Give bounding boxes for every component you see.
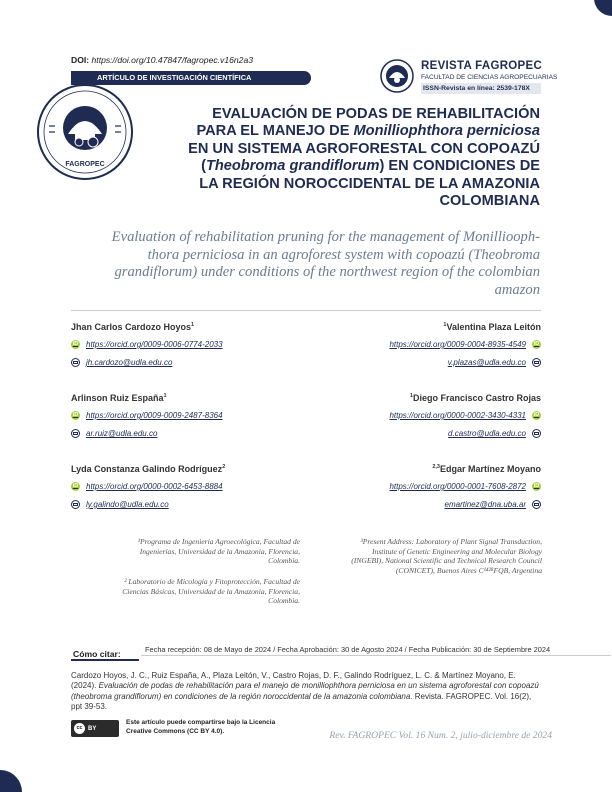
orcid-link[interactable]: iD https://orcid.org/0009-0004-8935-4549 [389,340,540,349]
license-text: Este artículo puede compartirse bajo la Licencia Creative Commons (CC BY 4.0). [126,719,276,735]
author-right-1: $^1$Valentina Plaza Leitón iD https://orcid.org/0009-0004-8935-4549 v.plazas@udla.edu.co [389,322,541,367]
journal-issn: ISSN-Revista en línea: 2539-178X [421,83,541,94]
orcid-icon: iD [533,412,540,418]
author-right-2: $^1$Diego Francisco Castro Rojas iD https://orcid.org/0000-0002-3430-4331 d.castro@udla.edu.co [389,393,541,438]
cite-underline [71,659,139,661]
email-link[interactable]: ly.galindo@udla.edu.co [71,500,225,509]
divider [71,310,541,311]
title-es-line: (Theobroma grandiflorum) EN CONDICIONES DE [201,158,540,175]
title-en-line: grandiflorum) under conditions of the northwest region of the colombian [114,264,540,280]
cite-label: Cómo citar: [73,649,121,659]
journal-name: REVISTA FAGROPEC [421,60,543,72]
orcid-link[interactable]: iD https://orcid.org/0000-0001-7608-2872 [389,482,540,491]
orcid-icon: iD [72,341,79,347]
orcid-icon: iD [72,412,79,418]
cc-by-label: BY [88,725,97,732]
mail-icon [532,429,541,438]
title-es-line: EVALUACIÓN DE PODAS DE REHABILITACIÓN [212,106,540,122]
affiliation-2: ² Laboratorio de Micología y Fitoprotección, Facultad de Ciencias Básicas, Universidad de la Amazonia, Florencia, Colombia. [122,577,300,606]
corner-decoration-bottom [0,770,22,792]
doi-line [71,55,253,65]
doi-label: DOI: [71,55,90,65]
email-link[interactable]: d.castro@udla.edu.co [389,429,541,438]
author-left-1: Jhan Carlos Cardozo Hoyos$^1$ iD https://orcid.org/0009-0006-0774-2033 jh.cardozo@udla.edu.co [71,322,223,367]
corner-decoration-top [594,0,612,16]
email-link[interactable]: v.plazas@udla.edu.co [389,358,541,367]
orcid-icon: iD [533,341,540,347]
email-link[interactable]: ar.ruiz@udla.edu.co [71,429,223,438]
title-es-line: PARA EL MANEJO DE Monilliophthora perniciosa [196,123,540,140]
orcid-link[interactable]: iD https://orcid.org/0009-0006-0774-2033 [72,340,223,349]
title-en-line: Evaluation of rehabilitation pruning for the management of Monilliooph- [111,229,540,245]
footer-journal-ref: Rev. FAGROPEC Vol. 16 Num. 2, julio-diciembre de 2024 [329,730,552,741]
mail-icon [71,500,80,509]
orcid-link[interactable]: iD https://orcid.org/0009-0009-2487-8364 [72,411,223,420]
mail-icon [71,358,80,367]
author-right-3: $^{2,3}$Edgar Martínez Moyano iD https://orcid.org/0000-0001-7608-2872 emartinez@dna.uba.ar [389,464,541,509]
article-type-badge: ARTÍCULO DE INVESTIGACIÓN CIENTÍFICA [71,71,311,85]
title-es-line: COLOMBIANA [439,193,540,210]
author-name: Edgar Martínez Moyano [439,464,541,474]
author-name: Arlinson Ruiz España [71,393,164,403]
cc-license-badge[interactable] [71,720,119,737]
journal-logo-icon [376,58,418,94]
author-name: Diego Francisco Castro Rojas [412,393,541,403]
dates-divider [141,655,611,656]
mail-icon [532,500,541,509]
author-left-2: Arlinson Ruiz España$^1$ iD https://orcid.org/0009-0009-2487-8364 ar.ruiz@udla.edu.co [71,393,223,438]
title-english [70,229,540,299]
mail-icon [532,358,541,367]
journal-faculty: FACULTAD DE CIENCIAS AGROPECUARIAS [421,74,558,81]
dates-line: Fecha recepción: 08 de Mayo de 2024 / Fecha Aprobación: 30 de Agosto 2024 / Fecha Publicación: 30 de Septiembre 2024 [145,645,551,654]
affiliation-1: ¹Programa de Ingeniería Agroecológica, Facultad de Ingenierías, Universidad de la Amazonia, Florencia, Colombia. [137,537,300,566]
citation-text: Cardozo Hoyos, J. C., Ruiz España, A., Plaza Leitón, V., Castro Rojas, D. F., Galindo Rodríguez, L. C. & Martínez Moyano, E. (2024). Evaluación de podas de rehabilitación para el manejo de monilliophthora perniciosa en un sistema agroforestal con copoazú (theobroma grandiflorum) en condiciones de la región noroccidental de la amazonia colombiana. Revista. FAGROPEC. Vol. 16(2), ppt 39-53. [71,671,539,711]
title-en-line: thora perniciosa in an agroforest system with copoazú (Theobroma [147,246,540,263]
author-name: Valentina Plaza Leitón [446,322,541,332]
author-left-3: Lyda Constanza Galindo Rodríguez$^2$ iD https://orcid.org/0000-0002-6453-8884 ly.galindo@udla.edu.co [71,464,226,509]
email-link[interactable]: emartinez@dna.uba.ar [389,500,541,509]
title-spanish [120,106,540,210]
orcid-icon: iD [72,483,79,489]
email-link[interactable]: jh.cardozo@udla.edu.co [71,358,223,367]
orcid-link[interactable]: iD https://orcid.org/0000-0002-3430-4331 [389,411,540,420]
doi-link[interactable]: https://doi.org/10.47847/fagropec.v16n2a3 [91,55,254,65]
author-name: Jhan Carlos Cardozo Hoyos [71,322,192,332]
author-name: Lyda Constanza Galindo Rodríguez [71,464,223,474]
cc-icon: cc [74,723,85,734]
affiliation-3: ³Present Address: Laboratory of Plant Signal Transduction, Institute of Genetic Engineering and Molecular Biology (INGEBI), National Scientific and Technical Research Council (CONICET), Buenos Aires C¹⁴²⁸FQB, Argentina [351,537,542,575]
title-es-line: LA REGIÓN NOROCCIDENTAL DE LA AMAZONIA [199,175,540,192]
title-es-line: EN UN SISTEMA AGROFORESTAL CON COPOAZÚ [188,140,540,157]
title-en-line: amazon [494,281,540,298]
seal-label: FAGROPEC [65,161,105,168]
mail-icon [71,429,80,438]
orcid-icon: iD [533,483,540,489]
orcid-link[interactable]: iD https://orcid.org/0000-0002-6453-8884 [72,482,223,491]
